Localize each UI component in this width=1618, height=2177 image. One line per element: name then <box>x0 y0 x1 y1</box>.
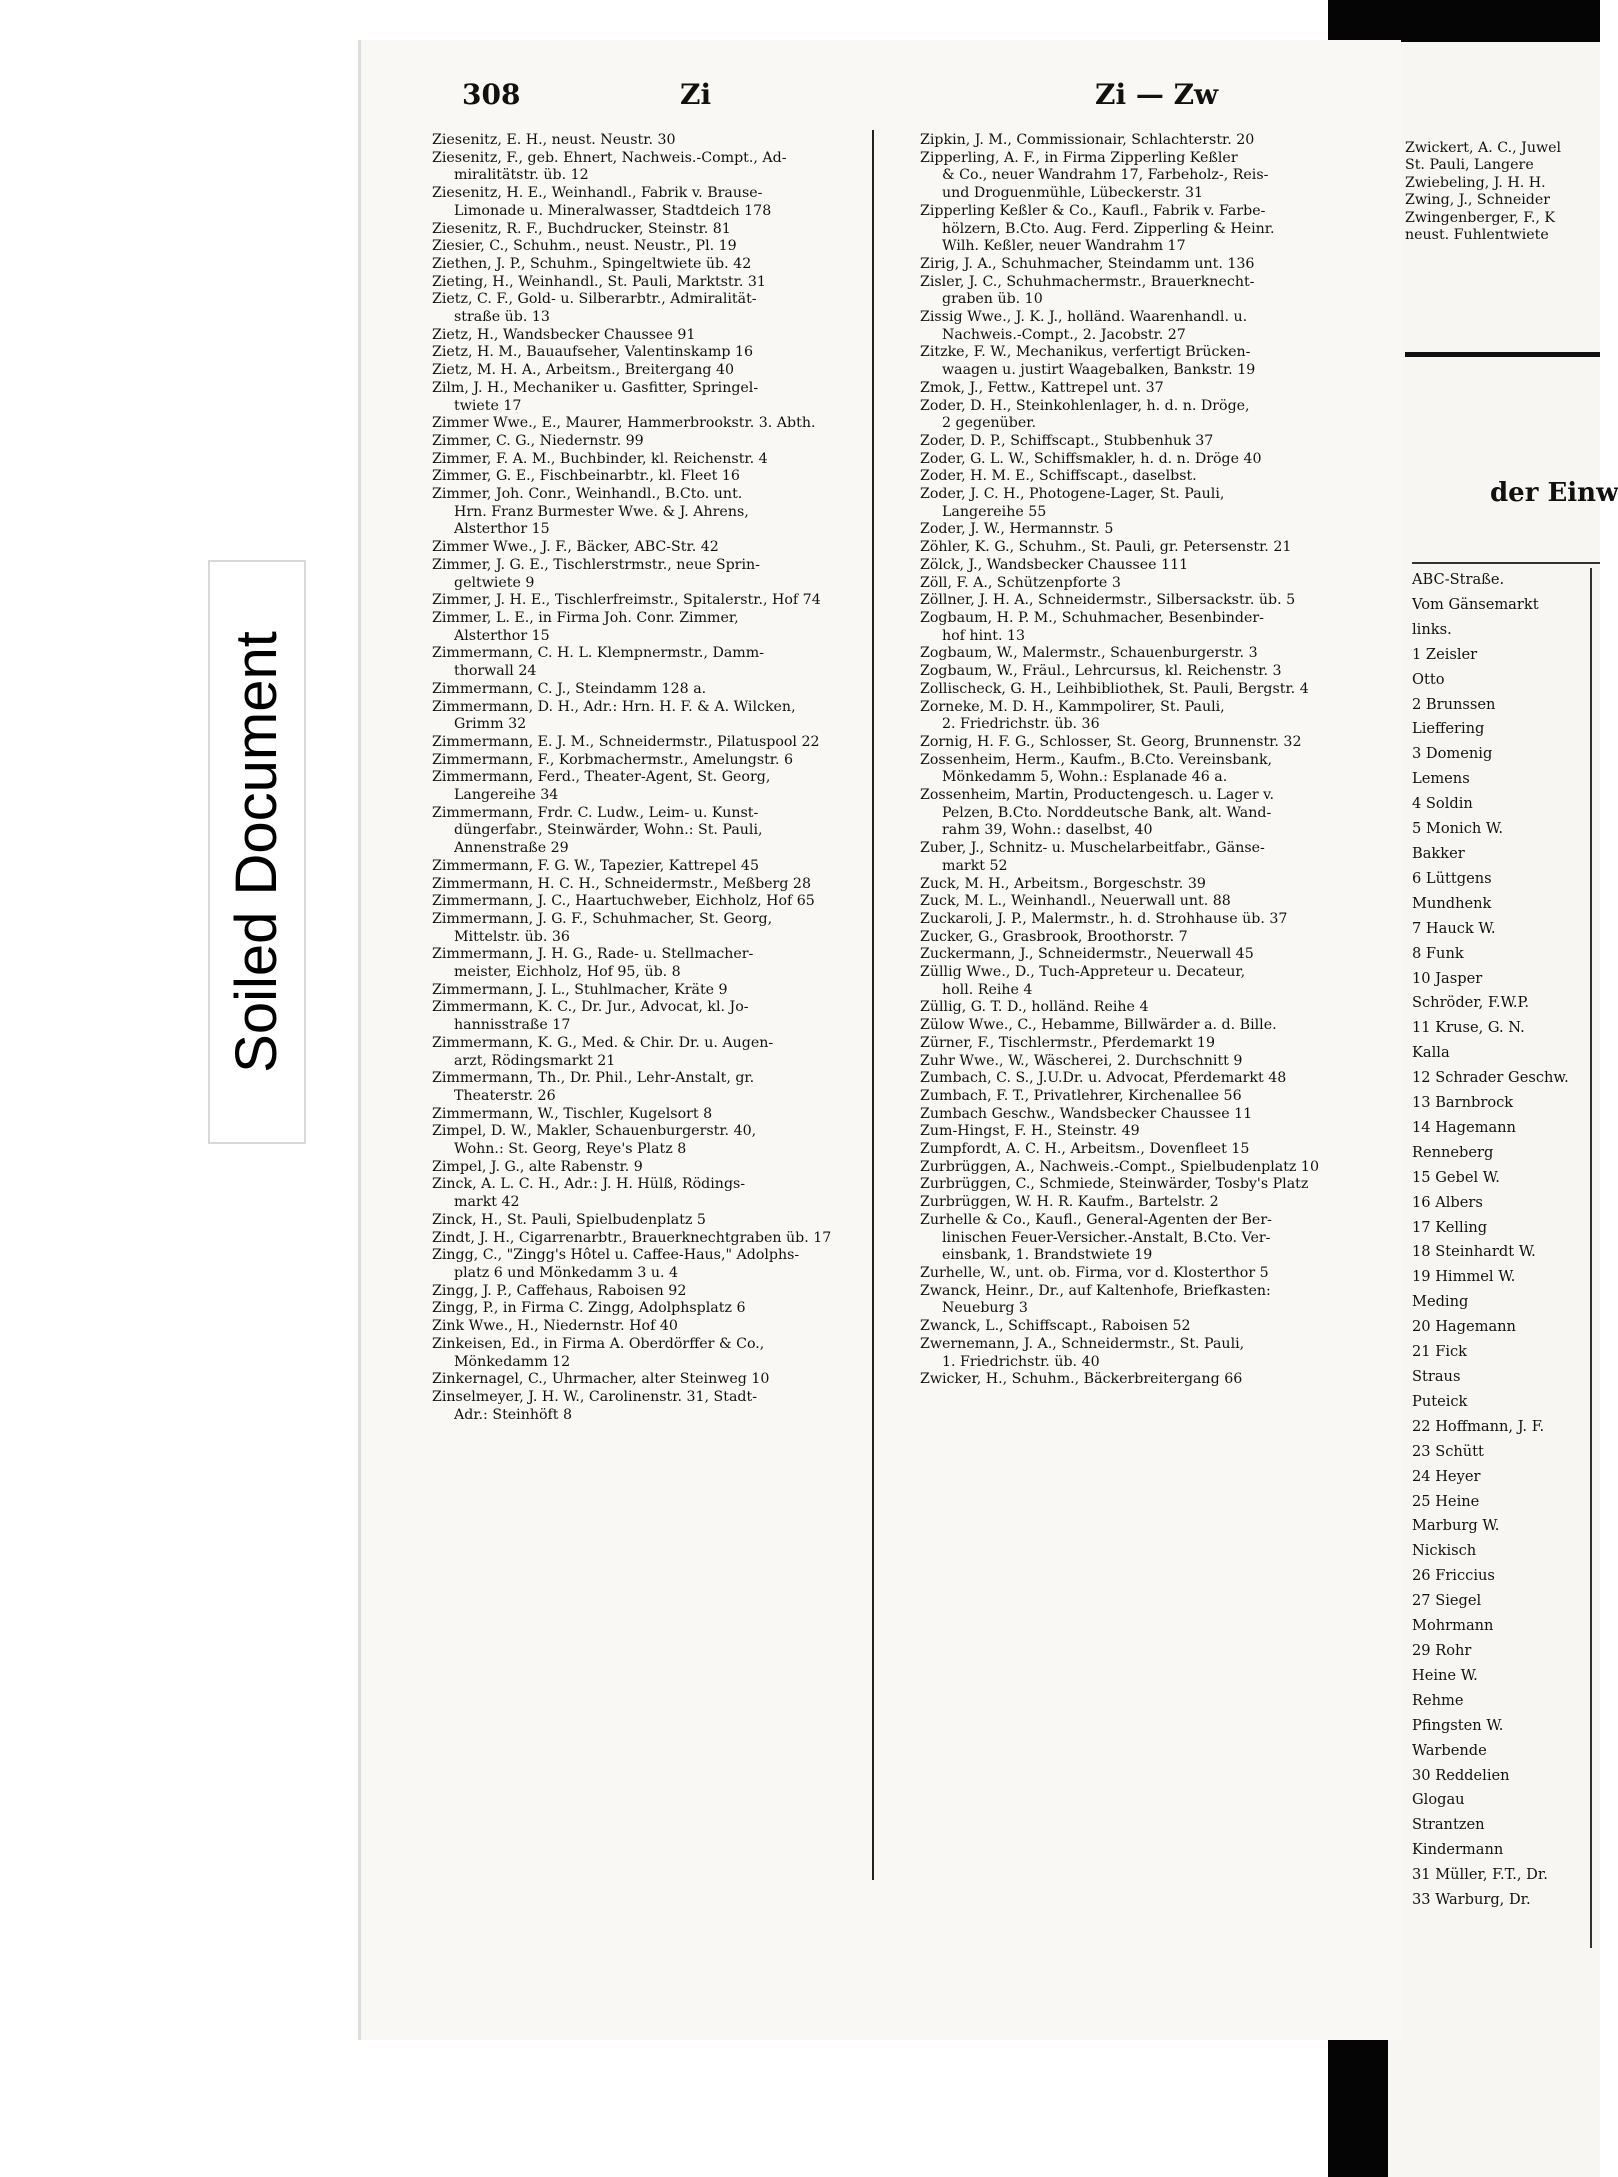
directory-entry-line: Pelzen, B.Cto. Norddeutsche Bank, alt. Wand- <box>942 804 1272 821</box>
directory-entry-line: & Co., neuer Wandrahm 17, Farbeholz-, Reis- <box>942 167 1269 184</box>
directory-entry-line: Zissig Wwe., J. K. J., holländ. Waarenhandl. u. <box>920 309 1248 326</box>
directory-entry-line: Zipkin, J. M., Commissionair, Schlachterstr. 20 <box>920 132 1255 148</box>
directory-entry-line: Ziesenitz, E. H., neust. Neustr. 30 <box>432 132 676 148</box>
directory-entry-line: Zimmermann, W., Tischler, Kugelsort 8 <box>432 1105 713 1122</box>
directory-entry-line: arzt, Rödingsmarkt 21 <box>454 1052 616 1069</box>
directory-entry-line: markt 42 <box>454 1194 520 1211</box>
directory-entry-line: Zurhelle & Co., Kaufl., General-Agenten der Ber- <box>920 1211 1272 1228</box>
directory-entry-line: Langereihe 55 <box>942 503 1047 520</box>
directory-entry-line: Ziesenitz, R. F., Buchdrucker, Steinstr. 81 <box>432 220 731 237</box>
directory-entry-line: Ziesenitz, H. E., Weinhandl., Fabrik v. Brause- <box>432 185 763 202</box>
directory-entry-line: Zirig, J. A., Schuhmacher, Steindamm unt. 136 <box>920 255 1255 272</box>
street-table-row: Lieffering <box>1412 720 1485 738</box>
directory-entry-line: Zuckaroli, J. P., Malermstr., h. d. Strohhause üb. 37 <box>920 910 1288 927</box>
street-table-row: Vom Gänsemarkt <box>1412 595 1539 613</box>
street-table-row: 8 Funk <box>1412 944 1464 962</box>
directory-entry-line: Zietz, C. F., Gold- u. Silberarbtr., Admiralität- <box>432 291 757 308</box>
directory-entry-line: Theaterstr. 26 <box>454 1087 556 1104</box>
bottom-dark-block <box>1328 2028 1388 2177</box>
street-table-row: 31 Müller, F.T., Dr. <box>1412 1866 1548 1884</box>
right-table-rule <box>1412 562 1600 564</box>
right-page-top-entries <box>1405 140 1600 244</box>
street-table-row: 18 Steinhardt W. <box>1412 1243 1536 1261</box>
directory-entry-line: Zimmer, J. G. E., Tischlerstrmstr., neue Sprin- <box>432 556 760 573</box>
street-table-row: Rehme <box>1412 1691 1464 1709</box>
street-table-row: 16 Albers <box>1412 1193 1483 1211</box>
street-table-row: 13 Barnbrock <box>1412 1094 1514 1112</box>
directory-entry-line: Zinck, H., St. Pauli, Spielbudenplatz 5 <box>432 1211 706 1228</box>
directory-entry-line: holl. Reihe 4 <box>942 981 1033 998</box>
street-table-row: 15 Gebel W. <box>1412 1168 1500 1186</box>
directory-entry-line: Zöhler, K. G., Schuhm., St. Pauli, gr. Petersenstr. 21 <box>920 539 1292 556</box>
directory-entry-line: Zimmermann, E. J. M., Schneidermstr., Pilatuspool 22 <box>432 733 820 750</box>
directory-entry-line: Züllig Wwe., D., Tuch-Appreteur u. Decateur, <box>920 964 1246 981</box>
directory-entry-line: Ziesier, C., Schuhm., neust. Neustr., Pl. 19 <box>432 238 737 255</box>
directory-entry-line: Zossenheim, Herm., Kaufm., B.Cto. Vereinsbank, <box>920 751 1273 768</box>
directory-entry-line: Zuckermann, J., Schneidermstr., Neuerwall 45 <box>920 946 1254 963</box>
directory-entry-line: Ziethen, J. P., Schuhm., Spingeltwiete üb. 42 <box>432 255 752 272</box>
directory-entry-line: Zinkernagel, C., Uhrmacher, alter Steinweg 10 <box>432 1371 770 1388</box>
directory-entry-line: Zimmer, C. G., Niedernstr. 99 <box>432 432 644 449</box>
street-table-row: 30 Reddelien <box>1412 1766 1510 1784</box>
street-table-row: Puteick <box>1412 1392 1468 1410</box>
directory-entry-line: Zimmer Wwe., J. F., Bäcker, ABC-Str. 42 <box>432 539 719 556</box>
street-table-row: Heine W. <box>1412 1666 1478 1684</box>
directory-entry-line: Zurhelle, W., unt. ob. Firma, vor d. Klosterthor 5 <box>920 1265 1269 1281</box>
directory-entry-line: hannisstraße 17 <box>454 1017 571 1034</box>
directory-entry-line: Zinselmeyer, J. H. W., Carolinenstr. 31, Stadt- <box>432 1388 758 1405</box>
street-table-row: Strantzen <box>1412 1816 1485 1834</box>
directory-entry-line: rahm 39, Wohn.: daselbst, 40 <box>942 822 1153 839</box>
directory-entry-line: miralitätstr. üb. 12 <box>454 167 589 184</box>
directory-entry-line: Zucker, G., Grasbrook, Broothorstr. 7 <box>920 928 1188 945</box>
left-column <box>432 132 862 1424</box>
directory-entry-line: Zoder, H. M. E., Schiffscapt., daselbst. <box>920 468 1197 485</box>
directory-entry-line: Wohn.: St. Georg, Reye's Platz 8 <box>454 1141 687 1158</box>
directory-entry-line: Zöllner, J. H. A., Schneidermstr., Silbersackstr. üb. 5 <box>920 592 1296 609</box>
directory-entry-line: Zimmermann, Th., Dr. Phil., Lehr-Anstalt, gr. <box>432 1070 755 1087</box>
directory-entry-line: straße üb. 13 <box>454 309 550 326</box>
street-table-row: Straus <box>1412 1368 1461 1385</box>
top-dark-block <box>1328 0 1600 42</box>
street-table-row: 33 Warburg, Dr. <box>1412 1891 1531 1909</box>
directory-entry-line: Zmok, J., Fettw., Kattrepel unt. 37 <box>920 379 1164 396</box>
directory-entry-line: graben üb. 10 <box>942 291 1043 308</box>
street-table-row: 2 Brunssen <box>1412 695 1496 713</box>
directory-entry-line: Zimmermann, J. C., Haartuchweber, Eichholz, Hof 65 <box>432 893 815 910</box>
directory-entry-line: einsbank, 1. Brandstwiete 19 <box>942 1247 1153 1264</box>
directory-entry-line: Zimmer Wwe., E., Maurer, Hammerbrookstr. 3. Abth. <box>432 415 816 432</box>
directory-entry-line: Zoder, D. P., Schiffscapt., Stubbenhuk 37 <box>920 432 1214 449</box>
directory-entry-line: Zimmer, L. E., in Firma Joh. Conr. Zimmer, <box>432 609 739 626</box>
directory-entry-line: Annenstraße 29 <box>454 840 569 857</box>
directory-entry-line: Zurbrüggen, C., Schmiede, Steinwärder, Tosby's Platz <box>920 1176 1309 1193</box>
directory-entry-line: Zuber, J., Schnitz- u. Muschelarbeitfabr., Gänse- <box>920 840 1265 857</box>
directory-entry-line: Zietz, H. M., Bauaufseher, Valentinskamp 16 <box>432 344 754 361</box>
directory-entry-line: Hrn. Franz Burmester Wwe. & J. Ahrens, <box>454 503 749 520</box>
street-table-row: 26 Friccius <box>1412 1567 1495 1585</box>
right-page-entry-line: Zwingenberger, F., K <box>1405 209 1556 226</box>
directory-entry-line: waagen u. justirt Waagebalken, Bankstr. 19 <box>942 362 1256 379</box>
street-table-row: 25 Heine <box>1412 1492 1480 1510</box>
column-divider <box>872 130 874 1880</box>
street-table-row: 11 Kruse, G. N. <box>1412 1019 1525 1037</box>
street-table-row: Meding <box>1412 1293 1469 1311</box>
street-table-row: 3 Domenig <box>1412 745 1493 763</box>
directory-entry-line: Züllig, G. T. D., holländ. Reihe 4 <box>920 999 1149 1016</box>
street-table-row: Glogau <box>1412 1791 1465 1809</box>
directory-entry-line: Zülow Wwe., C., Hebamme, Billwärder a. d. Bille. <box>920 1017 1277 1034</box>
street-table-row: 22 Hoffmann, J. F. <box>1412 1417 1545 1435</box>
directory-entry-line: Zimmermann, J. G. F., Schuhmacher, St. Georg, <box>432 910 773 927</box>
directory-entry-line: Zimmer, J. H. E., Tischlerfreimstr., Spitalerstr., Hof 74 <box>432 592 821 609</box>
header-left: Zi <box>680 78 712 111</box>
directory-entry-line: Grimm 32 <box>454 716 527 733</box>
directory-entry-line: 2. Friedrichstr. üb. 36 <box>942 716 1100 733</box>
directory-entry-line: Zinck, A. L. C. H., Adr.: J. H. Hülß, Rödings- <box>432 1176 746 1193</box>
directory-entry-line: Zimmermann, Frdr. C. Ludw., Leim- u. Kunst- <box>432 804 759 821</box>
directory-entry-line: Zimmermann, J. L., Stuhlmacher, Kräte 9 <box>432 981 728 998</box>
street-table-row: Kalla <box>1412 1044 1450 1062</box>
directory-entry-line: Nachweis.-Compt., 2. Jacobstr. 27 <box>942 326 1186 343</box>
right-page-title: der Einw <box>1490 478 1618 508</box>
street-table-row: 24 Heyer <box>1412 1467 1481 1485</box>
directory-entry-line: Zimmermann, K. G., Med. & Chir. Dr. u. Augen- <box>432 1034 774 1051</box>
directory-entry-line: Mittelstr. üb. 36 <box>454 928 570 945</box>
right-street-table <box>1412 568 1600 1913</box>
directory-entry-line: Zölck, J., Wandsbecker Chaussee 111 <box>920 556 1189 573</box>
directory-entry-line: Zumpfordt, A. C. H., Arbeitsm., Dovenfleet 15 <box>920 1141 1250 1158</box>
street-table-row: 29 Rohr <box>1412 1641 1472 1659</box>
directory-entry-line: Zingg, J. P., Caffehaus, Raboisen 92 <box>432 1282 687 1299</box>
directory-entry-line: Mönkedamm 5, Wohn.: Esplanade 46 a. <box>942 769 1228 786</box>
directory-entry-line: Neueburg 3 <box>942 1300 1028 1317</box>
directory-entry-line: Zilm, J. H., Mechaniker u. Gasfitter, Springel- <box>432 379 759 396</box>
street-table-row: 7 Hauck W. <box>1412 919 1496 937</box>
directory-entry-line: platz 6 und Mönkedamm 3 u. 4 <box>454 1265 679 1281</box>
directory-entry-line: Zurbrüggen, A., Nachweis.-Compt., Spielbudenplatz 10 <box>920 1158 1319 1175</box>
street-table-row: 20 Hagemann <box>1412 1318 1516 1336</box>
directory-entry-line: 2 gegenüber. <box>942 415 1036 432</box>
directory-entry-line: Zietz, H., Wandsbecker Chaussee 91 <box>432 326 696 343</box>
street-table-row: 14 Hagemann <box>1412 1118 1516 1136</box>
directory-entry-line: Zimpel, J. G., alte Rabenstr. 9 <box>432 1158 643 1175</box>
directory-entry-line: Adr.: Steinhöft 8 <box>454 1406 573 1423</box>
directory-entry-line: Zingg, P., in Firma C. Zingg, Adolphsplatz 6 <box>432 1300 746 1317</box>
directory-entry-line: Zwanck, Heinr., Dr., auf Kaltenhofe, Briefkasten: <box>920 1282 1271 1299</box>
directory-entry-line: Zingg, C., "Zingg's Hôtel u. Caffee-Haus," Adolphs- <box>432 1247 800 1264</box>
directory-entry-line: Zimmermann, F., Korbmachermstr., Amelungstr. 6 <box>432 751 794 768</box>
directory-entry-line: hölzern, B.Cto. Aug. Ferd. Zipperling & Heinr. <box>942 220 1275 237</box>
directory-entry-line: Zimmer, Joh. Conr., Weinhandl., B.Cto. unt. <box>432 486 743 503</box>
directory-entry-line: Zimmermann, J. H. G., Rade- u. Stellmacher- <box>432 946 754 963</box>
street-table-row: Nickisch <box>1412 1542 1477 1560</box>
street-table-row: 4 Soldin <box>1412 795 1473 813</box>
street-table-row: 17 Kelling <box>1412 1218 1488 1236</box>
directory-entry-line: Zimmermann, F. G. W., Tapezier, Kattrepel 45 <box>432 857 759 874</box>
street-table-row: Lemens <box>1412 770 1470 788</box>
directory-entry-line: Zogbaum, W., Malermstr., Schauenburgerstr. 3 <box>920 645 1258 662</box>
directory-entry-line: Zogbaum, H. P. M., Schuhmacher, Besenbinder- <box>920 609 1264 626</box>
street-table-row: 23 Schütt <box>1412 1442 1484 1460</box>
street-table-row: Bakker <box>1412 844 1465 862</box>
right-page-entry-line: St. Pauli, Langere <box>1405 157 1534 174</box>
directory-entry-line: Zinkeisen, Ed., in Firma A. Oberdörffer & Co., <box>432 1335 765 1352</box>
street-table-row: Otto <box>1412 670 1445 688</box>
street-table-row: 10 Jasper <box>1412 969 1483 987</box>
street-table-row: 21 Fick <box>1412 1343 1468 1361</box>
directory-entry-line: Zum-Hingst, F. H., Steinstr. 49 <box>920 1123 1140 1140</box>
directory-entry-line: Zimmermann, D. H., Adr.: Hrn. H. F. & A. Wilcken, <box>432 698 796 715</box>
directory-entry-line: Zöll, F. A., Schützenpforte 3 <box>920 574 1121 591</box>
directory-entry-line: Mönkedamm 12 <box>454 1353 571 1370</box>
directory-entry-line: Zimpel, D. W., Makler, Schauenburgerstr. 40, <box>432 1123 757 1140</box>
street-table-row: 27 Siegel <box>1412 1592 1482 1610</box>
directory-entry-line: Zimmer, G. E., Fischbeinarbtr., kl. Fleet 16 <box>432 468 740 485</box>
directory-entry-line: twiete 17 <box>454 397 522 414</box>
directory-entry-line: Zieting, H., Weinhandl., St. Pauli, Marktstr. 31 <box>432 273 766 290</box>
directory-entry-line: düngerfabr., Steinwärder, Wohn.: St. Pauli, <box>454 822 763 839</box>
right-page-entry-line: Zwing, J., Schneider <box>1405 192 1551 209</box>
directory-entry-line: Wilh. Keßler, neuer Wandrahm 17 <box>942 238 1186 255</box>
directory-entry-line: markt 52 <box>942 857 1008 874</box>
street-table-row: 1 Zeisler <box>1412 645 1478 663</box>
directory-entry-line: und Droguenmühle, Lübeckerstr. 31 <box>942 185 1204 202</box>
street-table-row: Mohrmann <box>1412 1617 1494 1635</box>
directory-entry-line: Zwernemann, J. A., Schneidermstr., St. Pauli, <box>920 1335 1245 1352</box>
street-table-row: Mundhenk <box>1412 894 1492 912</box>
directory-entry-line: Zimmermann, C. H. L. Klempnermstr., Damm- <box>432 645 764 662</box>
directory-entry-line: geltwiete 9 <box>454 574 535 591</box>
page-number: 308 <box>462 78 521 111</box>
directory-entry-line: Zipperling Keßler & Co., Kaufl., Fabrik v. Farbe- <box>920 202 1266 219</box>
directory-entry-line: Zumbach, C. S., J.U.Dr. u. Advocat, Pferdemarkt 48 <box>920 1070 1287 1087</box>
directory-entry-line: Zoder, D. H., Steinkohlenlager, h. d. n. Dröge, <box>920 397 1250 414</box>
directory-entry-line: Zimmermann, H. C. H., Schneidermstr., Meßberg 28 <box>432 875 811 892</box>
directory-entry-line: Zimmermann, C. J., Steindamm 128 a. <box>432 680 707 697</box>
street-table-row: Schröder, F.W.P. <box>1412 994 1530 1012</box>
directory-entry-line: Zurbrüggen, W. H. R. Kaufm., Bartelstr. 2 <box>920 1194 1219 1211</box>
soiled-document-stamp <box>208 560 306 1144</box>
directory-entry-line: thorwall 24 <box>454 663 537 680</box>
street-table-row: Warbende <box>1412 1741 1487 1759</box>
street-table-row: 6 Lüttgens <box>1412 869 1492 887</box>
directory-entry-line: Zwicker, H., Schuhm., Bäckerbreitergang 66 <box>920 1371 1243 1388</box>
header-right: Zi — Zw <box>1095 78 1219 111</box>
directory-entry-line: Zuck, M. H., Arbeitsm., Borgeschstr. 39 <box>920 875 1206 892</box>
directory-entry-line: Alsterthor 15 <box>454 627 550 644</box>
street-table-row: 5 Monich W. <box>1412 820 1504 838</box>
street-table-row: Marburg W. <box>1412 1517 1500 1535</box>
directory-entry-line: meister, Eichholz, Hof 95, üb. 8 <box>454 964 681 981</box>
street-table-row: Renneberg <box>1412 1143 1494 1161</box>
directory-entry-line: Zimmer, F. A. M., Buchbinder, kl. Reichenstr. 4 <box>432 450 768 467</box>
right-section-rule <box>1405 352 1600 357</box>
street-table-row: Pfingsten W. <box>1412 1716 1504 1734</box>
directory-entry-line: Zink Wwe., H., Niedernstr. Hof 40 <box>432 1318 678 1335</box>
directory-entry-line: Zoder, J. W., Hermannstr. 5 <box>920 521 1114 538</box>
directory-entry-line: Zogbaum, W., Fräul., Lehrcursus, kl. Reichenstr. 3 <box>920 663 1282 680</box>
directory-entry-line: Zoder, G. L. W., Schiffsmakler, h. d. n. Dröge 40 <box>920 450 1262 467</box>
right-page-entry-line: Zwiebeling, J. H. H. <box>1405 174 1546 191</box>
directory-entry-line: linischen Feuer-Versicher.-Anstalt, B.Cto. Ver- <box>942 1229 1271 1246</box>
directory-entry-line: Zitzke, F. W., Mechanikus, verfertigt Brücken- <box>920 344 1251 361</box>
directory-entry-line: Zimmermann, K. C., Dr. Jur., Advocat, kl. Jo- <box>432 999 749 1016</box>
stamp-text: Soiled Document <box>224 631 289 1073</box>
directory-entry-line: Zürner, F., Tischlermstr., Pferdemarkt 19 <box>920 1034 1215 1051</box>
directory-entry-line: Zimmermann, Ferd., Theater-Agent, St. Georg, <box>432 769 771 786</box>
street-table-row: 19 Himmel W. <box>1412 1268 1516 1286</box>
directory-entry-line: Zoder, J. C. H., Photogene-Lager, St. Pauli, <box>920 486 1225 503</box>
directory-entry-line: 1. Friedrichstr. üb. 40 <box>942 1353 1100 1370</box>
directory-entry-line: Limonade u. Mineralwasser, Stadtdeich 178 <box>454 202 772 219</box>
directory-entry-line: Zietz, M. H. A., Arbeitsm., Breitergang 40 <box>432 362 735 379</box>
directory-entry-line: Zossenheim, Martin, Productengesch. u. Lager v. <box>920 787 1274 804</box>
street-table-row: ABC-Straße. <box>1412 571 1505 588</box>
directory-entry-line: Zwanck, L., Schiffscapt., Raboisen 52 <box>920 1318 1191 1335</box>
directory-entry-line: Alsterthor 15 <box>454 521 550 538</box>
directory-entry-line: Ziesenitz, F., geb. Ehnert, Nachweis.-Compt., Ad- <box>432 149 787 166</box>
right-page-entry-line: Zwickert, A. C., Juwel <box>1405 140 1562 156</box>
directory-entry-line: Zornig, H. F. G., Schlosser, St. Georg, Brunnenstr. 32 <box>920 733 1302 750</box>
directory-entry-line: Langereihe 34 <box>454 787 559 804</box>
directory-entry-line: Zollischeck, G. H., Leihbibliothek, St. Pauli, Bergstr. 4 <box>920 680 1309 697</box>
street-table-row: Kindermann <box>1412 1841 1504 1859</box>
directory-entry-line: Zumbach, F. T., Privatlehrer, Kirchenallee 56 <box>920 1087 1242 1104</box>
directory-entry-line: Zuhr Wwe., W., Wäscherei, 2. Durchschnitt 9 <box>920 1052 1243 1069</box>
directory-entry-line: Zindt, J. H., Cigarrenarbtr., Brauerknechtgraben üb. 17 <box>432 1229 832 1246</box>
directory-entry-line: Zisler, J. C., Schuhmachermstr., Brauerknecht- <box>920 273 1255 290</box>
directory-entry-line: hof hint. 13 <box>942 627 1026 644</box>
directory-entry-line: Zuck, M. L., Weinhandl., Neuerwall unt. 88 <box>920 893 1231 910</box>
right-page-entry-line: neust. Fuhlentwiete <box>1405 227 1549 244</box>
directory-entry-line: Zorneke, M. D. H., Kammpolirer, St. Pauli, <box>920 698 1225 715</box>
street-table-row: links. <box>1412 620 1452 638</box>
street-table-row: 12 Schrader Geschw. <box>1412 1069 1569 1087</box>
right-column <box>920 132 1358 1389</box>
directory-entry-line: Zumbach Geschw., Wandsbecker Chaussee 11 <box>920 1105 1253 1122</box>
directory-entry-line: Zipperling, A. F., in Firma Zipperling Keßler <box>920 149 1238 166</box>
